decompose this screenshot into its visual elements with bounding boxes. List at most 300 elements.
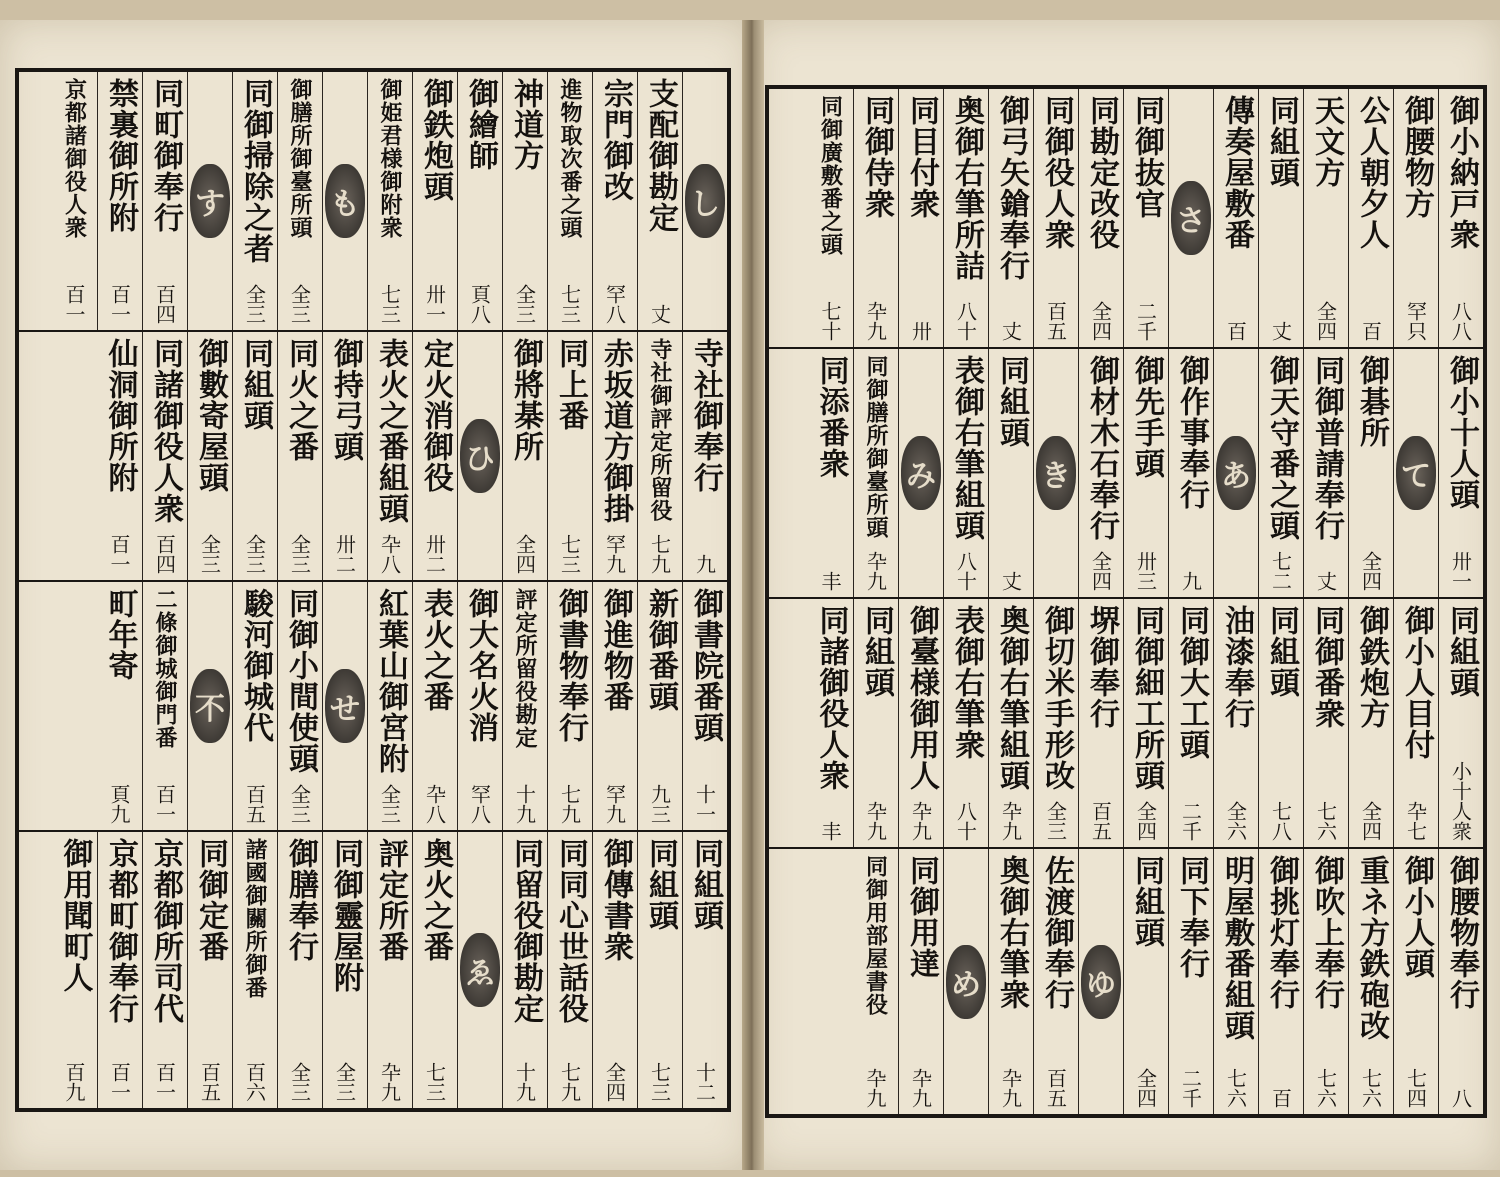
office-entry <box>232 72 277 330</box>
page-reference: 七三 <box>377 284 402 324</box>
office-name: 同御小間使頭 <box>283 588 318 774</box>
page-reference: 全三 <box>512 284 537 324</box>
page-reference: 百五 <box>1043 1068 1068 1108</box>
office-entry <box>637 72 682 330</box>
page-reference: 七六 <box>1223 1068 1248 1108</box>
seal-kana: も <box>330 187 360 222</box>
office-name: 諸國御關所御番 <box>242 838 268 999</box>
office-name: 同御掃除之者 <box>238 78 273 264</box>
page-reference: 罕八 <box>602 284 627 324</box>
office-entry <box>1033 89 1078 347</box>
page-reference: 卅一 <box>1448 551 1473 591</box>
office-name: 天文方 <box>1309 95 1344 188</box>
office-name: 同同心世話役 <box>553 838 588 1024</box>
page-reference: 百五 <box>1088 801 1113 841</box>
office-entry <box>592 582 637 830</box>
office-entry <box>1078 89 1123 347</box>
office-entry <box>187 832 232 1108</box>
seal-mark-icon <box>460 933 500 1007</box>
page-reference: 七三 <box>557 534 582 574</box>
seal-mark-icon <box>1396 436 1436 510</box>
office-name: 同火之番 <box>283 338 318 462</box>
page-reference: 二千 <box>1133 301 1158 341</box>
tier-3 <box>769 599 1483 849</box>
office-entry <box>97 582 142 830</box>
page-reference: 卆九 <box>863 1068 887 1108</box>
page-reference: 七九 <box>557 784 582 824</box>
office-entry <box>1123 599 1168 847</box>
page-reference: 百一 <box>107 1062 132 1102</box>
office-entry <box>412 582 457 830</box>
office-entry <box>637 832 682 1108</box>
office-name: 仙洞御所附 <box>102 338 138 493</box>
seal-mark-icon <box>460 419 500 493</box>
page-reference: 八 <box>1448 1088 1473 1108</box>
office-entry <box>1168 349 1213 597</box>
office-name: 同組頭 <box>1264 95 1299 188</box>
office-name: 傳奏屋敷番 <box>1219 95 1254 250</box>
office-name: 御膳奉行 <box>283 838 318 962</box>
kana-index-seal <box>457 832 502 1108</box>
office-name: 御用聞町人 <box>57 838 93 993</box>
page-reference: 八十 <box>953 551 978 591</box>
seal-mark-icon <box>190 669 230 743</box>
tier-1 <box>769 89 1483 349</box>
office-name: 油漆奉行 <box>1219 605 1254 729</box>
office-name: 評定所留役勘定 <box>512 588 538 749</box>
office-name: 奥御右筆衆 <box>994 855 1029 1010</box>
seal-mark-icon <box>1036 436 1076 510</box>
page-reference: 全四 <box>512 534 537 574</box>
office-name: 御書物奉行 <box>553 588 588 743</box>
page-reference: 全四 <box>1358 551 1383 591</box>
page-reference: 丰 <box>818 821 842 841</box>
office-name: 御切米手形改 <box>1039 605 1074 791</box>
office-name: 町年寄 <box>102 588 138 681</box>
page-reference: 卆九 <box>377 1062 402 1102</box>
office-entry <box>502 832 547 1108</box>
office-entry <box>682 332 727 580</box>
seal-mark-icon <box>1216 436 1256 510</box>
office-name: 御吹上奉行 <box>1309 855 1344 1010</box>
office-entry <box>52 72 97 330</box>
office-entry <box>547 332 592 580</box>
office-name: 宗門御改 <box>598 78 633 202</box>
page-reference: 全四 <box>1088 301 1113 341</box>
page-reference: 頁九 <box>107 784 131 824</box>
office-name: 同御定番 <box>193 838 228 962</box>
office-name: 二條御城御門番 <box>152 588 178 749</box>
seal-kana: さ <box>1176 204 1206 239</box>
page-reference: 二千 <box>1178 801 1203 841</box>
office-entry <box>277 832 322 1108</box>
page-reference: 百九 <box>62 1062 86 1102</box>
office-entry <box>412 832 457 1108</box>
office-entry <box>142 72 187 330</box>
office-name: 佐渡御奉行 <box>1039 855 1074 1010</box>
office-entry <box>1393 599 1438 847</box>
office-entry <box>988 849 1033 1114</box>
office-name: 御材木石奉行 <box>1084 355 1119 541</box>
office-name: 同目付衆 <box>904 95 939 219</box>
office-entry <box>1168 599 1213 847</box>
office-name: 御膳所御臺所頭 <box>287 78 313 239</box>
page-reference: 全三 <box>287 1062 312 1102</box>
office-entry <box>1393 849 1438 1114</box>
office-entry <box>592 332 637 580</box>
kana-index-seal <box>1393 349 1438 597</box>
page-reference: 百五 <box>1043 301 1068 341</box>
office-name: 御挑灯奉行 <box>1264 855 1299 1010</box>
office-name: 御傳書衆 <box>598 838 633 962</box>
page-reference: 七八 <box>1268 801 1293 841</box>
seal-kana: す <box>195 187 225 222</box>
office-name: 同組頭 <box>1129 855 1164 948</box>
office-entry <box>988 349 1033 597</box>
office-name: 御小十人頭 <box>1444 355 1479 510</box>
office-entry <box>502 72 547 330</box>
tier-4 <box>19 832 727 1108</box>
page-reference: 百四 <box>152 534 177 574</box>
page-reference: 全四 <box>602 1062 627 1102</box>
page-reference: 丈 <box>998 321 1023 341</box>
page-reference: 卆九 <box>863 801 888 841</box>
office-name: 同御廣敷番之頭 <box>817 95 844 256</box>
office-entry <box>547 72 592 330</box>
tier-4 <box>769 849 1483 1114</box>
page-reference: 九 <box>692 554 717 574</box>
office-name: 御弓矢鎗奉行 <box>994 95 1029 281</box>
office-name: 御鉄炮頭 <box>418 78 453 202</box>
office-entry <box>97 332 142 580</box>
office-name: 同組頭 <box>238 338 273 431</box>
office-entry <box>898 849 943 1114</box>
office-entry <box>1123 89 1168 347</box>
office-entry <box>1123 349 1168 597</box>
office-name: 表御右筆組頭 <box>949 355 984 541</box>
office-name: 同御用部屋書役 <box>862 855 889 1016</box>
office-name: 同御大工頭 <box>1174 605 1209 760</box>
page-reference: 卆九 <box>863 551 888 591</box>
page-reference: 卆九 <box>908 801 933 841</box>
office-name: 表火之番組頭 <box>373 338 408 524</box>
seal-mark-icon <box>325 164 365 238</box>
office-name: 神道方 <box>508 78 543 171</box>
office-name: 御數寄屋頭 <box>193 338 228 493</box>
kana-index-seal <box>682 72 727 330</box>
kana-index-seal <box>1168 89 1213 347</box>
office-name: 御天守番之頭 <box>1264 355 1299 541</box>
office-name: 堺御奉行 <box>1084 605 1119 729</box>
office-name: 同添番衆 <box>813 355 849 479</box>
office-name: 奥御右筆組頭 <box>994 605 1029 791</box>
office-entry <box>637 332 682 580</box>
page-reference: 七九 <box>557 1062 582 1102</box>
office-name: 紅葉山御宮附 <box>373 588 408 774</box>
seal-kana: て <box>1401 459 1431 494</box>
kana-index-seal <box>1078 849 1123 1114</box>
office-entry <box>232 332 277 580</box>
page-reference: 九 <box>1178 571 1203 591</box>
office-entry <box>1303 349 1348 597</box>
office-name: 表御右筆衆 <box>949 605 984 760</box>
office-entry <box>232 832 277 1108</box>
page-reference: 百五 <box>197 1062 222 1102</box>
office-name: 同組頭 <box>688 838 723 931</box>
page-reference: 全三 <box>332 1062 357 1102</box>
office-entry <box>457 72 502 330</box>
office-entry <box>1438 849 1483 1114</box>
page-reference: 卆九 <box>998 1068 1023 1108</box>
office-entry <box>142 832 187 1108</box>
page-reference: 八十 <box>953 801 978 841</box>
seal-mark-icon <box>325 669 365 743</box>
office-entry <box>1033 599 1078 847</box>
office-entry <box>1303 89 1348 347</box>
page-reference: 卅一 <box>422 284 447 324</box>
office-name: 定火消御役 <box>418 338 453 493</box>
office-entry <box>1438 349 1483 597</box>
office-entry <box>592 72 637 330</box>
page-reference: 百一 <box>152 784 177 824</box>
office-entry <box>1258 349 1303 597</box>
page-reference: 七九 <box>647 534 672 574</box>
office-name: 同御抜官 <box>1129 95 1164 219</box>
office-entry <box>1348 89 1393 347</box>
office-name: 奥御右筆所詰 <box>949 95 984 281</box>
office-name: 御將棊所 <box>508 338 543 462</box>
page-reference: 七三 <box>557 284 582 324</box>
page-reference: 百 <box>1223 321 1248 341</box>
seal-mark-icon <box>190 164 230 238</box>
office-name: 御持弓頭 <box>328 338 363 462</box>
office-name: 禁裏御所附 <box>103 78 138 233</box>
kana-index-seal <box>457 332 502 580</box>
office-name: 同組頭 <box>994 355 1029 448</box>
office-entry <box>1348 849 1393 1114</box>
office-name: 同御役人衆 <box>1039 95 1074 250</box>
page-reference: 百六 <box>242 1062 267 1102</box>
office-entry <box>1168 849 1213 1114</box>
page-reference: 全三 <box>287 284 312 324</box>
office-entry <box>988 599 1033 847</box>
page-reference: 七十 <box>818 301 842 341</box>
page-reference: 卅二 <box>422 534 447 574</box>
page-reference: 卅三 <box>1133 551 1158 591</box>
office-entry <box>412 72 457 330</box>
page-reference: 全四 <box>1088 551 1113 591</box>
page-reference: 百 <box>1268 1088 1293 1108</box>
office-entry <box>322 832 367 1108</box>
office-name: 公人朝夕人 <box>1354 95 1389 250</box>
kana-index-seal <box>187 582 232 830</box>
page-reference: 百一 <box>107 534 131 574</box>
office-entry <box>1348 349 1393 597</box>
office-name: 奥火之番 <box>418 838 453 962</box>
office-name: 同御靈屋附 <box>328 838 363 993</box>
office-name: 京都御所司代 <box>148 838 183 1024</box>
office-name: 同御細工所頭 <box>1129 605 1164 791</box>
office-entry <box>1033 849 1078 1114</box>
page-reference: 十九 <box>512 784 537 824</box>
office-entry <box>853 849 898 1114</box>
page-reference: 七三 <box>422 1062 447 1102</box>
office-name: 同御番衆 <box>1309 605 1344 729</box>
page-reference: 卆八 <box>422 784 447 824</box>
page-reference: 卅 <box>908 321 933 341</box>
book-gutter <box>742 20 764 1170</box>
page-reference: 罕八 <box>467 784 492 824</box>
office-name: 御小人目付 <box>1399 605 1434 760</box>
office-name: 駿河御城代 <box>238 588 273 743</box>
seal-kana: あ <box>1221 459 1251 494</box>
office-name: 同諸御役人衆 <box>813 605 849 791</box>
office-entry <box>367 582 412 830</box>
page-reference: 全三 <box>242 284 267 324</box>
page-reference: 全三 <box>287 534 312 574</box>
page-reference: 七六 <box>1358 1068 1383 1108</box>
kana-index-seal <box>322 72 367 330</box>
office-name: 御先手頭 <box>1129 355 1164 479</box>
office-name: 同御用達 <box>904 855 939 979</box>
page-reference: 卅二 <box>332 534 357 574</box>
office-entry <box>1393 89 1438 347</box>
office-entry <box>808 349 853 597</box>
page-reference: 小十人衆 <box>1448 761 1473 841</box>
office-entry <box>592 832 637 1108</box>
office-entry <box>142 332 187 580</box>
office-name: 同留役御勘定 <box>508 838 543 1024</box>
office-entry <box>853 599 898 847</box>
office-entry <box>943 349 988 597</box>
office-entry <box>898 599 943 847</box>
office-name: 支配御勘定 <box>643 78 678 233</box>
office-entry <box>142 582 187 830</box>
seal-mark-icon <box>946 945 986 1019</box>
office-entry <box>1303 849 1348 1114</box>
office-entry <box>1258 599 1303 847</box>
office-name: 御進物番 <box>598 588 633 712</box>
office-entry <box>412 332 457 580</box>
office-entry <box>367 72 412 330</box>
page-reference: 全四 <box>1133 801 1158 841</box>
office-entry <box>853 89 898 347</box>
kana-index-seal <box>898 349 943 597</box>
tier-1 <box>19 72 727 332</box>
page-reference: 百四 <box>152 284 177 324</box>
office-entry <box>367 332 412 580</box>
office-entry <box>682 832 727 1108</box>
office-name: 御姫君様御附衆 <box>377 78 403 239</box>
office-name: 同組頭 <box>859 605 894 698</box>
office-name: 同御侍衆 <box>859 95 894 219</box>
page-reference: 丈 <box>1268 321 1293 341</box>
office-name: 御腰物奉行 <box>1444 855 1479 1010</box>
page-reference: 百一 <box>152 1062 177 1102</box>
kana-index-seal <box>943 849 988 1114</box>
office-name: 御鉄炮方 <box>1354 605 1389 729</box>
seal-kana: め <box>951 967 981 1003</box>
office-name: 同組頭 <box>1264 605 1299 698</box>
office-entry <box>232 582 277 830</box>
office-entry <box>187 332 232 580</box>
office-name: 同御普請奉行 <box>1309 355 1344 541</box>
office-name: 御小納戸衆 <box>1444 95 1479 250</box>
office-entry <box>988 89 1033 347</box>
office-name: 同組頭 <box>1444 605 1479 698</box>
page-reference: 卆九 <box>863 301 888 341</box>
page-reference: 七三 <box>647 1062 672 1102</box>
office-entry <box>1123 849 1168 1114</box>
page-reference: 罕只 <box>1403 301 1428 341</box>
kana-index-seal <box>187 72 232 330</box>
kana-index-seal <box>1213 349 1258 597</box>
office-entry <box>1078 349 1123 597</box>
office-name: 同御膳所御臺所頭 <box>863 355 889 539</box>
seal-kana: み <box>906 459 936 494</box>
page-reference: 九三 <box>647 784 672 824</box>
office-entry <box>1438 599 1483 847</box>
office-entry <box>277 332 322 580</box>
office-name: 進物取次番之頭 <box>557 78 583 239</box>
page-reference: 罕九 <box>602 784 627 824</box>
office-name: 同勘定改役 <box>1084 95 1119 250</box>
page-reference: 全三 <box>377 784 402 824</box>
seal-kana: き <box>1041 459 1071 494</box>
office-name: 京都諸御役人衆 <box>61 78 88 239</box>
office-entry <box>943 89 988 347</box>
seal-kana: せ <box>330 692 360 727</box>
page-reference: 二千 <box>1178 1068 1203 1108</box>
seal-kana: ゆ <box>1086 967 1116 1003</box>
seal-mark-icon <box>1171 181 1211 255</box>
office-name: 京都町御奉行 <box>103 838 138 1024</box>
page-reference: 全三 <box>1043 801 1068 841</box>
office-name: 明屋敷番組頭 <box>1219 855 1254 1041</box>
page-reference: 卆九 <box>908 1068 933 1108</box>
office-entry <box>898 89 943 347</box>
office-entry <box>277 72 322 330</box>
page-reference: 卆九 <box>998 801 1023 841</box>
office-name: 寺社御奉行 <box>688 338 723 493</box>
office-entry <box>502 582 547 830</box>
office-entry <box>808 89 853 347</box>
office-name: 御作事奉行 <box>1174 355 1209 510</box>
page-reference: 百 <box>1358 321 1383 341</box>
office-entry <box>277 582 322 830</box>
office-entry <box>943 599 988 847</box>
office-name: 御小人頭 <box>1399 855 1434 979</box>
page-reference: 七二 <box>1268 551 1293 591</box>
office-name: 新御番頭 <box>643 588 678 712</box>
office-entry <box>547 832 592 1108</box>
office-entry <box>97 832 142 1108</box>
kana-index-seal <box>322 582 367 830</box>
page-reference: 丰 <box>818 571 842 591</box>
seal-kana: ひ <box>465 442 495 477</box>
page-reference: 十一 <box>692 784 717 824</box>
office-entry <box>97 72 142 330</box>
office-entry <box>367 832 412 1108</box>
seal-mark-icon <box>901 436 941 510</box>
page-reference: 十二 <box>692 1062 717 1102</box>
office-name: 同組頭 <box>643 838 678 931</box>
office-entry <box>1348 599 1393 847</box>
office-entry <box>1213 849 1258 1114</box>
page-reference: 頁八 <box>467 284 492 324</box>
office-entry <box>1078 599 1123 847</box>
office-entry <box>322 332 367 580</box>
